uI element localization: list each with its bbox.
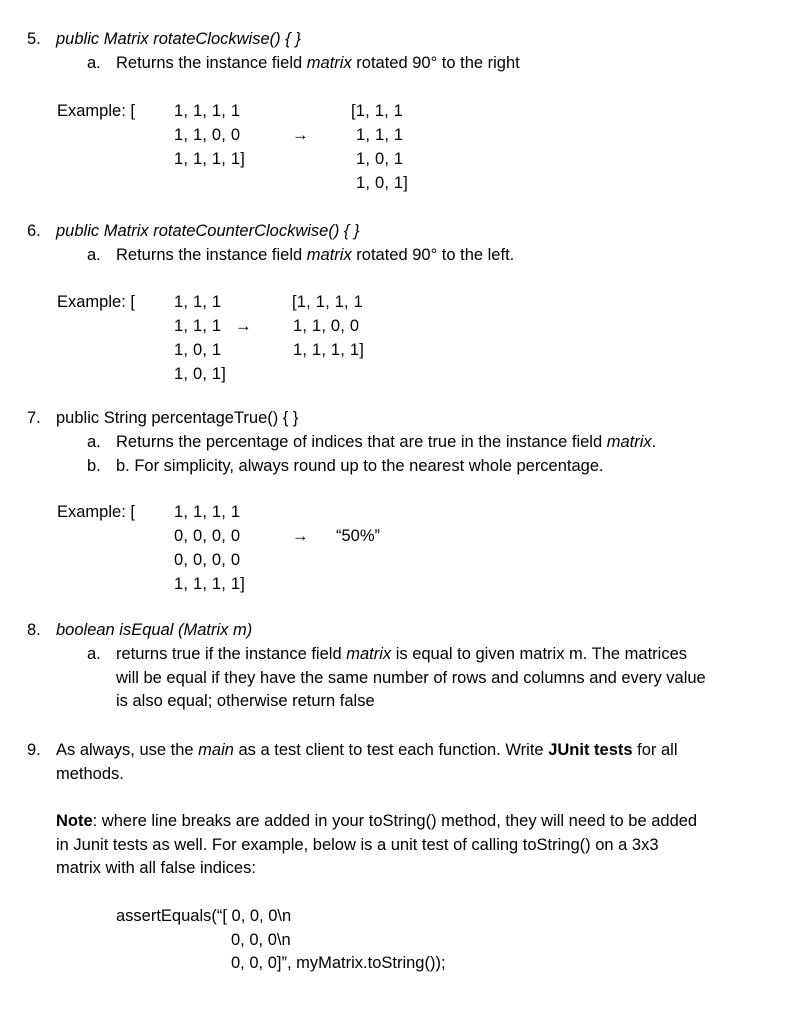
item7-b-marker: b. — [87, 457, 101, 475]
item7-example-label: Example: [ — [57, 503, 135, 521]
item5-input-row-3: 1, 1, 1, 1] — [174, 150, 245, 168]
item9-code-line-3: 0, 0, 0]”, myMatrix.toString()); — [231, 954, 446, 972]
item5-output-row-3: 1, 0, 1 — [356, 150, 404, 168]
item7-a-before: Returns the percentage of indices that are true in the instance field — [116, 433, 607, 451]
item5-output-row-4: 1, 0, 1] — [356, 174, 409, 192]
item5-a-text — [116, 53, 520, 73]
item6-output-row-2: 1, 1, 0, 0 — [293, 317, 360, 335]
item7-arrow-icon: → — [292, 527, 309, 545]
item6-a-before: Returns the instance field — [116, 246, 307, 264]
item6-input-row-4: 1, 0, 1] — [174, 365, 227, 383]
item6-example-label: Example: [ — [57, 293, 135, 311]
item7-a-text — [116, 432, 656, 452]
item6-output-row-3: 1, 1, 1, 1] — [293, 341, 364, 359]
item5-signature: public Matrix rotateClockwise() { } — [56, 30, 301, 48]
item9-line-1 — [56, 740, 677, 760]
item6-output-row-1: [1, 1, 1, 1 — [292, 293, 363, 311]
item9-note-line-1 — [56, 811, 697, 831]
item8-a-line1-before: returns true if the instance field — [116, 645, 347, 663]
item8-a-line-2: will be equal if they have the same number of rows and columns and every value — [116, 669, 706, 687]
item8-signature: boolean isEqual (Matrix m) — [56, 621, 253, 639]
item6-input-row-3: 1, 0, 1 — [174, 341, 222, 359]
item9-line1-before: As always, use the — [56, 741, 199, 759]
item6-a-marker: a. — [87, 246, 101, 264]
item9-line1-main: main — [198, 741, 234, 759]
item5-number: 5. — [27, 30, 41, 48]
item5-input-row-2: 1, 1, 0, 0 — [174, 126, 241, 144]
item6-a-after: rotated 90° to the left. — [351, 246, 515, 264]
item5-a-field: matrix — [306, 54, 352, 72]
item9-note-label: Note — [56, 812, 93, 830]
item5-input-row-1: 1, 1, 1, 1 — [174, 102, 241, 120]
item9-note-line-2: in Junit tests as well. For example, below is a unit test of calling toString() on a 3x3 — [56, 836, 659, 854]
item6-input-row-1: 1, 1, 1 — [174, 293, 222, 311]
item5-a-marker: a. — [87, 54, 101, 72]
item7-input-row-2: 0, 0, 0, 0 — [174, 527, 241, 545]
item5-arrow-icon: → — [292, 126, 309, 144]
item9-line1-after: for all — [632, 741, 678, 759]
item9-code-line-2: 0, 0, 0\n — [231, 931, 291, 949]
item8-a-line-3: is also equal; otherwise return false — [116, 692, 375, 710]
item7-input-row-3: 0, 0, 0, 0 — [174, 551, 241, 569]
item9-note-line1-text: : where line breaks are added in your toString() method, they will need to be added — [92, 812, 698, 830]
item7-b-text: b. For simplicity, always round up to the nearest whole percentage. — [116, 457, 604, 475]
item8-a-line1-field: matrix — [346, 645, 392, 663]
item5-output-row-2: 1, 1, 1 — [356, 126, 404, 144]
item8-a-line-1 — [116, 644, 687, 664]
item9-line-2: methods. — [56, 765, 124, 783]
item6-signature: public Matrix rotateCounterClockwise() { } — [56, 222, 360, 240]
item7-input-row-4: 1, 1, 1, 1] — [174, 575, 245, 593]
item6-input-row-2: 1, 1, 1 — [174, 317, 222, 335]
item5-a-after: rotated 90° to the right — [351, 54, 520, 72]
item7-input-row-1: 1, 1, 1, 1 — [174, 503, 241, 521]
item8-a-marker: a. — [87, 645, 101, 663]
item5-output-row-1: [1, 1, 1 — [351, 102, 404, 120]
item7-number: 7. — [27, 409, 41, 427]
item9-number: 9. — [27, 741, 41, 759]
item9-note-line-3: matrix with all false indices: — [56, 859, 256, 877]
item6-a-field: matrix — [306, 246, 352, 264]
item9-line1-middle: as a test client to test each function. Write — [233, 741, 549, 759]
item7-result: “50%” — [336, 527, 381, 545]
item5-a-before: Returns the instance field — [116, 54, 307, 72]
item8-a-line1-after: is equal to given matrix m. The matrices — [391, 645, 688, 663]
item8-number: 8. — [27, 621, 41, 639]
item7-a-field: matrix — [606, 433, 652, 451]
item7-a-marker: a. — [87, 433, 101, 451]
item5-example-label: Example: [ — [57, 102, 135, 120]
item7-signature: public String percentageTrue() { } — [56, 409, 299, 427]
item6-number: 6. — [27, 222, 41, 240]
item7-a-after: . — [651, 433, 657, 451]
item9-line1-bold: JUnit tests — [548, 741, 633, 759]
item9-code-line-1: assertEquals(“[ 0, 0, 0\n — [116, 907, 292, 925]
item6-arrow-icon: → — [235, 317, 252, 335]
item6-a-text — [116, 245, 514, 265]
